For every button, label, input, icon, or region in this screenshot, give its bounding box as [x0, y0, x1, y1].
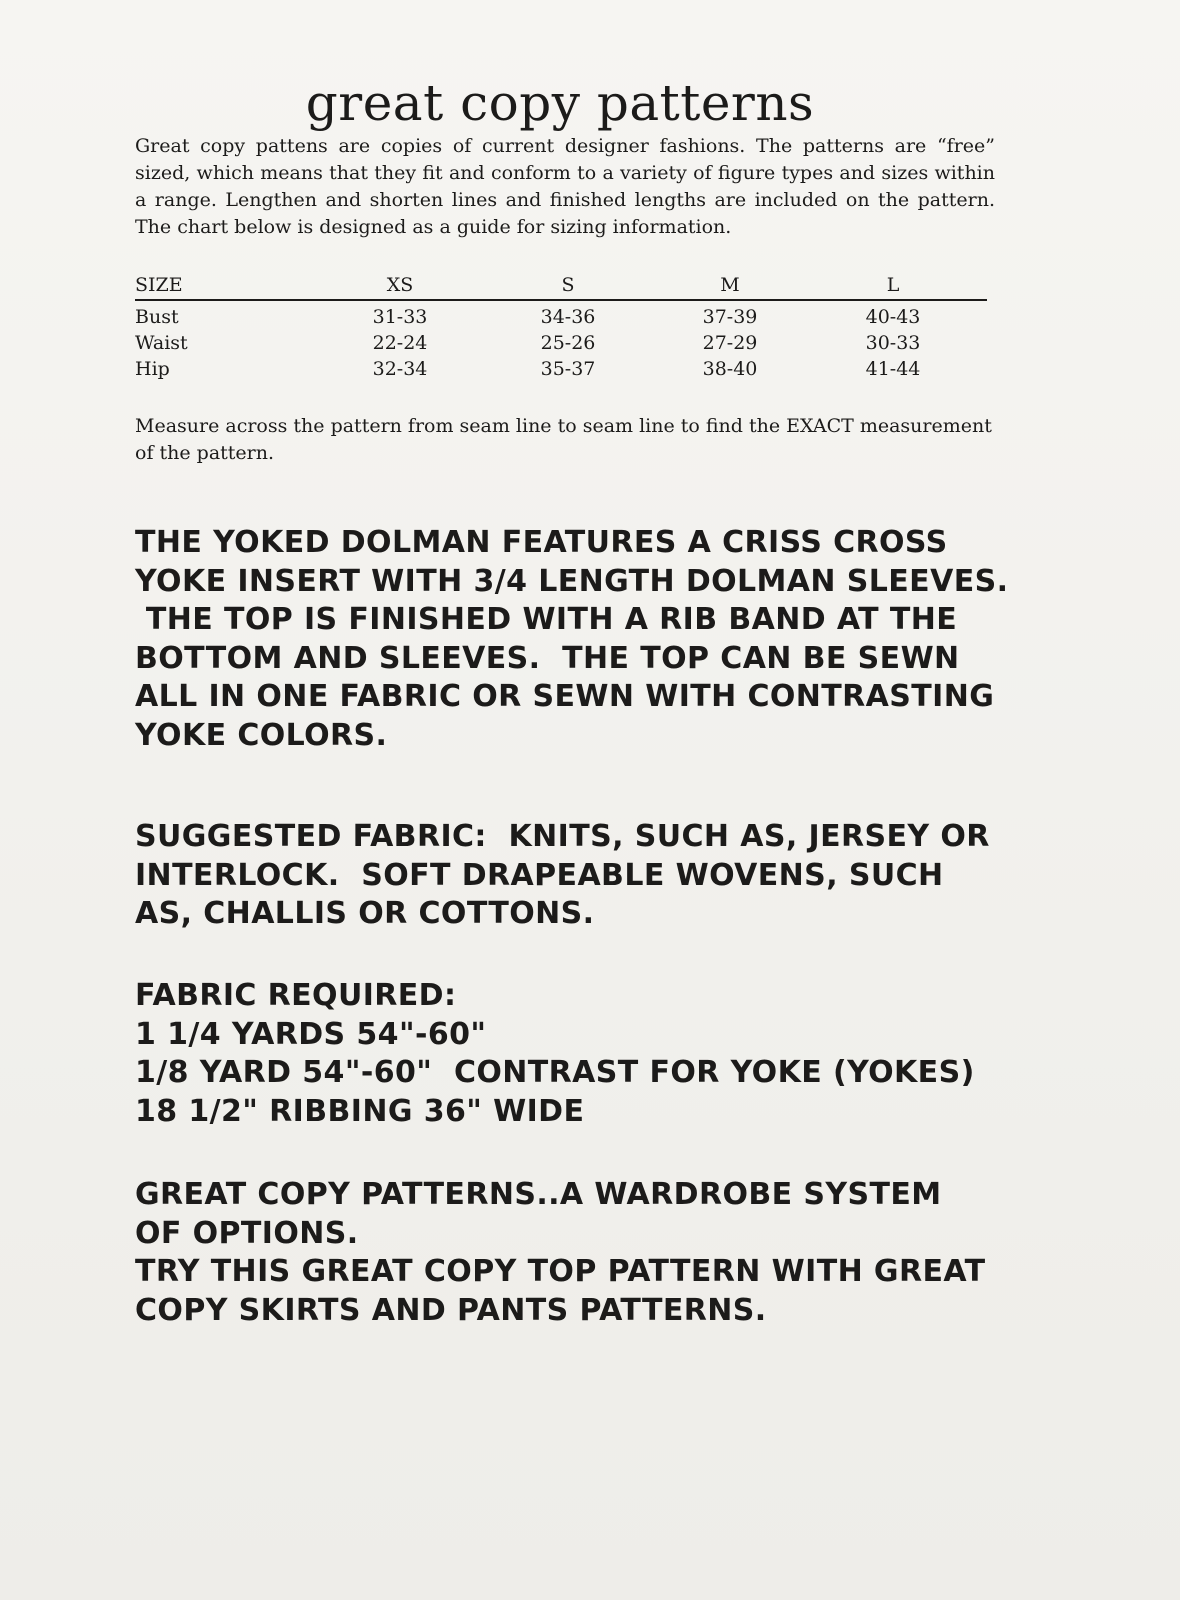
fabric-required-section	[135, 977, 1035, 1131]
text-line: YOKE COLORS.	[135, 717, 388, 753]
table-cell: 25-26	[540, 332, 596, 354]
features-description	[135, 524, 1035, 755]
size-chart-header-row	[135, 272, 987, 301]
size-header-label: SIZE	[135, 274, 183, 296]
table-cell: 27-29	[702, 332, 758, 354]
table-cell: 30-33	[865, 332, 921, 354]
table-cell: 41-44	[865, 358, 921, 380]
size-header-xs: XS	[386, 274, 414, 296]
measure-note: Measure across the pattern from seam line to seam line to find the EXACT measurement of the pattern.	[135, 415, 992, 464]
table-cell: 37-39	[702, 306, 758, 328]
page-title: great copy patterns	[305, 74, 815, 132]
table-cell: 38-40	[702, 358, 758, 380]
table-cell: 40-43	[865, 306, 921, 328]
text-line: FABRIC REQUIRED:	[135, 978, 457, 1013]
size-chart-row-bust	[135, 304, 987, 330]
text-line: BOTTOM AND SLEEVES. THE TOP CAN BE SEWN	[135, 640, 960, 676]
text-line: THE TOP IS FINISHED WITH A RIB BAND AT THE	[135, 602, 958, 637]
table-cell: 31-33	[372, 306, 428, 328]
table-cell: 34-36	[540, 306, 596, 328]
text-line: 1 1/4 YARDS 54"-60"	[135, 1016, 487, 1052]
text-line: ALL IN ONE FABRIC OR SEWN WITH CONTRASTING	[135, 679, 995, 714]
wardrobe-options-section	[135, 1176, 1035, 1330]
text-line: GREAT COPY PATTERNS..A WARDROBE SYSTEM	[135, 1177, 942, 1212]
size-chart-table	[135, 272, 987, 382]
text-line: 18 1/2" RIBBING 36" WIDE	[135, 1093, 585, 1129]
size-chart-row-waist	[135, 330, 987, 356]
text-line: SUGGESTED FABRIC: KNITS, SUCH AS, JERSEY OR	[135, 819, 990, 854]
row-label: Hip	[135, 358, 170, 380]
size-header-m: M	[720, 274, 740, 296]
size-header-l: L	[886, 274, 900, 296]
text-line: YOKE INSERT WITH 3/4 LENGTH DOLMAN SLEEVES.	[135, 563, 1009, 599]
text-line: INTERLOCK. SOFT DRAPEABLE WOVENS, SUCH	[135, 857, 944, 893]
text-line: THE YOKED DOLMAN FEATURES A CRISS CROSS	[135, 525, 948, 560]
size-chart-row-hip	[135, 356, 987, 382]
text-line: 1/8 YARD 54"-60" CONTRAST FOR YOKE (YOKES)	[135, 1055, 975, 1090]
suggested-fabric-section	[135, 818, 1035, 934]
text-line: AS, CHALLIS OR COTTONS.	[135, 896, 595, 931]
table-cell: 32-34	[372, 358, 428, 380]
text-line: COPY SKIRTS AND PANTS PATTERNS.	[135, 1292, 767, 1328]
size-header-s: S	[561, 274, 575, 296]
text-line: OF OPTIONS.	[135, 1215, 359, 1251]
table-cell: 22-24	[372, 332, 428, 354]
row-label: Waist	[135, 332, 188, 354]
table-cell: 35-37	[540, 358, 596, 380]
row-label: Bust	[135, 306, 179, 328]
text-line: TRY THIS GREAT COPY TOP PATTERN WITH GREAT	[135, 1254, 986, 1289]
intro-paragraph: Great copy pattens are copies of current designer fashions. The patterns are “free” sized, which means that they fit and conform to a variety of figure types and sizes within a range. Lengthen and shorten lines and finished lengths are included on the pattern. The chart below is designed as a guide for sizing information.	[135, 135, 995, 238]
